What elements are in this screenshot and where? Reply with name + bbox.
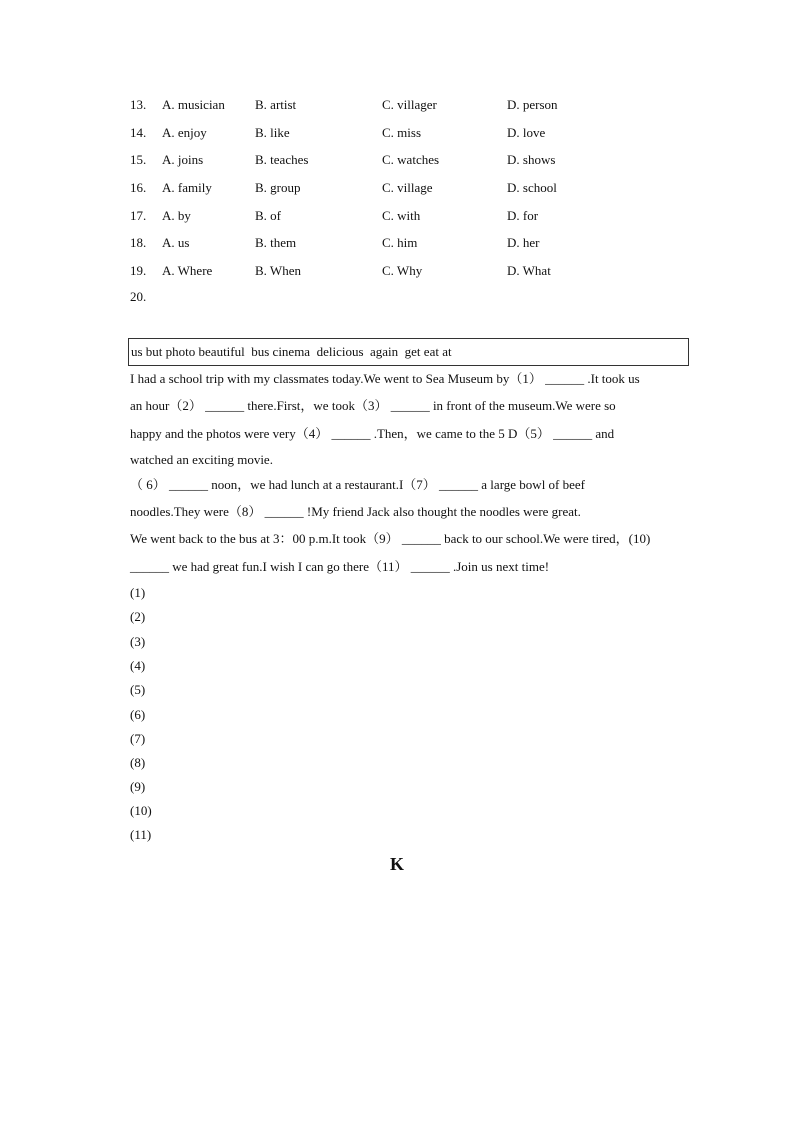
- question-number: 13.: [130, 97, 147, 112]
- answer-label: (4): [130, 658, 146, 673]
- option-c: C. village: [382, 180, 433, 195]
- option-a: A. Where: [162, 263, 213, 278]
- option-b: B. them: [255, 235, 297, 250]
- answer-label: (5): [130, 682, 146, 697]
- passage-line: happy and the photos were very（4） ______ .Then，we came to the 5 D（5） ______ and: [130, 426, 615, 441]
- passage-line: I had a school trip with my classmates today.We went to Sea Museum by（1） ______ .It took us: [130, 371, 640, 386]
- option-d: D. school: [507, 180, 557, 195]
- passage-line: watched an exciting movie.: [130, 452, 273, 467]
- passage-line: ______ we had great fun.I wish I can go there（11） ______ .Join us next time!: [130, 559, 550, 574]
- option-c: C. miss: [382, 125, 422, 140]
- option-a: A. us: [162, 235, 190, 250]
- option-a: A. by: [162, 208, 191, 223]
- answer-label: (7): [130, 731, 146, 746]
- option-a: A. musician: [162, 97, 225, 112]
- passage-line: （ 6） ______ noon，we had lunch at a restaurant.I（7） ______ a large bowl of beef: [130, 477, 586, 492]
- option-d: D. her: [507, 235, 540, 250]
- option-b: B. When: [255, 263, 301, 278]
- answer-label: (8): [130, 755, 146, 770]
- word-bank-box: us but photo beautiful bus cinema delicious again get eat at: [128, 338, 689, 366]
- question-number: 17.: [130, 208, 147, 223]
- question-number: 20.: [130, 289, 147, 304]
- answer-label: (11): [130, 827, 152, 842]
- answer-label: (10): [130, 803, 152, 818]
- question-number: 19.: [130, 263, 147, 278]
- page-mark: K: [389, 854, 404, 874]
- option-c: C. villager: [382, 97, 437, 112]
- option-d: D. for: [507, 208, 539, 223]
- option-c: C. watches: [382, 152, 440, 167]
- option-b: B. teaches: [255, 152, 309, 167]
- answer-label: (1): [130, 585, 146, 600]
- option-c: C. with: [382, 208, 421, 223]
- question-number: 16.: [130, 180, 147, 195]
- option-b: B. group: [255, 180, 301, 195]
- option-d: D. What: [507, 263, 551, 278]
- passage-line: an hour（2） ______ there.First，we took（3） ______ in front of the museum.We were so: [130, 398, 616, 413]
- answer-label: (3): [130, 634, 146, 649]
- option-d: D. person: [507, 97, 558, 112]
- option-a: A. enjoy: [162, 125, 207, 140]
- answer-label: (9): [130, 779, 146, 794]
- option-a: A. joins: [162, 152, 204, 167]
- question-number: 15.: [130, 152, 147, 167]
- passage-line: We went back to the bus at 3：00 p.m.It took（9） ______ back to our school.We were tired，(10): [130, 531, 651, 546]
- option-c: C. Why: [382, 263, 423, 278]
- option-c: C. him: [382, 235, 418, 250]
- answer-label: (6): [130, 707, 146, 722]
- option-d: D. love: [507, 125, 546, 140]
- passage-line: noodles.They were（8） ______ !My friend Jack also thought the noodles were great.: [130, 504, 581, 519]
- option-b: B. artist: [255, 97, 297, 112]
- question-number: 18.: [130, 235, 147, 250]
- option-d: D. shows: [507, 152, 556, 167]
- option-b: B. like: [255, 125, 290, 140]
- answer-label: (2): [130, 609, 146, 624]
- option-b: B. of: [255, 208, 281, 223]
- option-a: A. family: [162, 180, 212, 195]
- question-number: 14.: [130, 125, 147, 140]
